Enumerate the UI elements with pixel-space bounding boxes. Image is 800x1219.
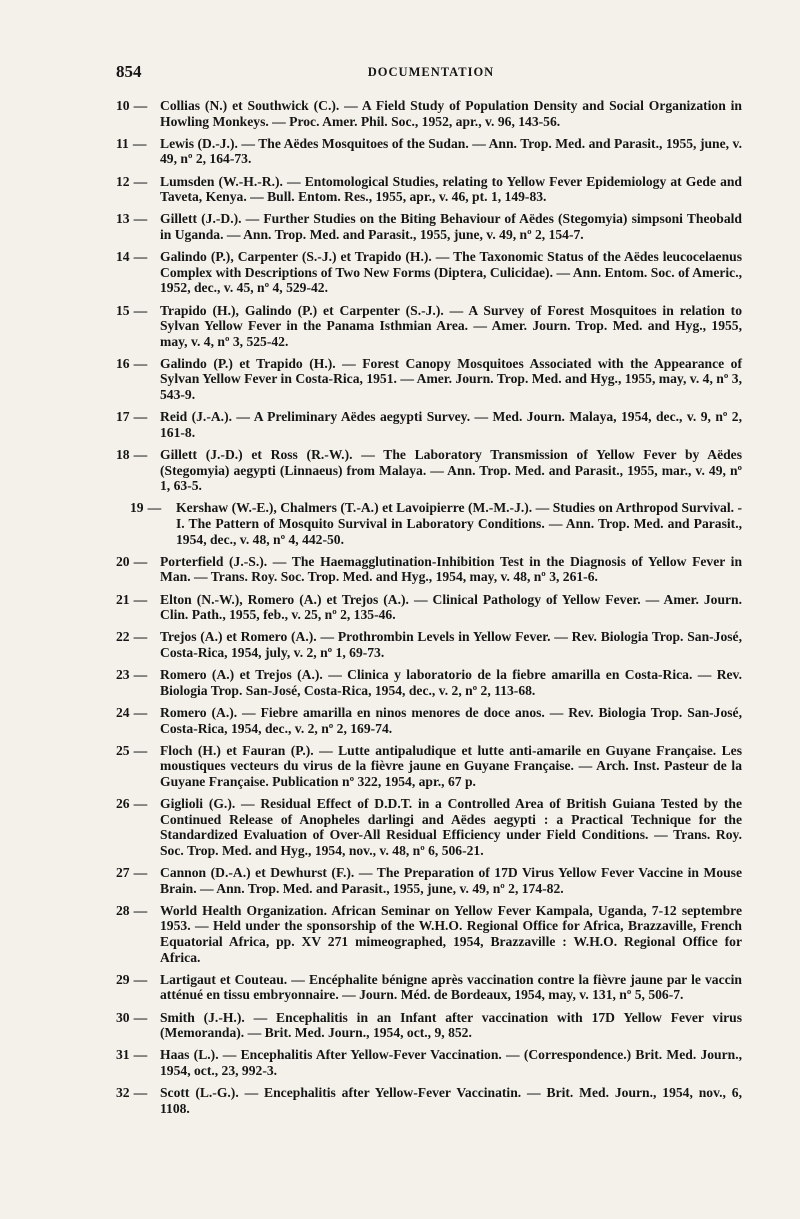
bibliography-entry	[116, 409, 742, 440]
entry-number: 18 —	[116, 447, 148, 463]
entry-number: 21 —	[116, 591, 148, 607]
page-header	[116, 62, 746, 84]
bibliography-entry	[116, 629, 742, 660]
entry-number: 27 —	[116, 865, 148, 881]
entry-text: Porterfield (J.-S.). — The Haemagglutination-Inhibition Test in the Diagnosis of Yellow Fever in Man. — Trans. Roy. Soc. Trop. Med. and Hyg., 1954, may, v. 48, nº 3, 261-6.	[160, 553, 742, 585]
entry-text: Galindo (P.), Carpenter (S.-J.) et Trapido (H.). — The Taxonomic Status of the Aëdes leucocelaenus Complex with Descriptions of Two New Forms (Diptera, Culicidae). — Ann. Entom. Soc. of Americ., 1952, dec., v. 45, nº 4, 529-42.	[160, 249, 742, 296]
entry-number: 23 —	[116, 667, 148, 683]
entry-number: 11 —	[116, 135, 147, 151]
entry-number: 15 —	[116, 302, 148, 318]
bibliography-entry	[116, 865, 742, 896]
entry-text: Lartigaut et Couteau. — Encéphalite bénigne après vaccination contre la fièvre jaune par le vaccin atténué en tissu embryonnaire. — Journ. Méd. de Bordeaux, 1954, may, v. 131, nº 5, 506-7.	[160, 971, 742, 1003]
bibliography-entry	[116, 667, 742, 698]
entry-text: Floch (H.) et Fauran (P.). — Lutte antipaludique et lutte anti-amarile en Guyane Française. Les moustiques vecteurs du virus de la fièvre jaune en Guyane Française. — Arch. Inst. Pasteur de la Guyane Française. Publication nº 322, 1954, apr., 67 p.	[160, 742, 742, 789]
bibliography-entry	[116, 500, 742, 547]
bibliography-entry	[116, 1085, 742, 1116]
entry-number: 20 —	[116, 553, 148, 569]
entry-text: Smith (J.-H.). — Encephalitis in an Infant after vaccination with 17D Yellow Fever virus (Memoranda). — Brit. Med. Journ., 1954, oct., 9, 852.	[160, 1009, 742, 1041]
bibliography-entry	[116, 249, 742, 296]
bibliography-entry	[116, 972, 742, 1003]
entry-text: Romero (A.). — Fiebre amarilla en ninos menores de doce anos. — Rev. Biologia Trop. San-José, Costa-Rica, 1954, dec., v. 2, nº 2, 169-74.	[160, 704, 742, 736]
entry-text: Kershaw (W.-E.), Chalmers (T.-A.) et Lavoipierre (M.-M.-J.). — Studies on Arthropod Survival. - I. The Pattern of Mosquito Survival in Laboratory Conditions. — Ann. Trop. Med. and Parasit., 1954, dec., v. 48, nº 4, 442-50.	[176, 500, 742, 547]
entry-text: Cannon (D.-A.) et Dewhurst (F.). — The Preparation of 17D Virus Yellow Fever Vaccine in Mouse Brain. — Ann. Trop. Med. and Parasit., 1955, june, v. 49, nº 2, 174-82.	[160, 865, 742, 896]
bibliography-entry	[116, 303, 742, 350]
bibliography-list	[116, 98, 742, 1123]
entry-text: Elton (N.-W.), Romero (A.) et Trejos (A.). — Clinical Pathology of Yellow Fever. — Amer. Journ. Clin. Path., 1955, feb., v. 25, nº 2, 135-46.	[160, 591, 742, 623]
entry-number: 14 —	[116, 249, 148, 265]
bibliography-entry	[116, 1047, 742, 1078]
entry-number: 32 —	[116, 1085, 148, 1101]
entry-number: 16 —	[116, 355, 148, 371]
entry-number: 29 —	[116, 971, 148, 987]
bibliography-entry	[116, 554, 742, 585]
bibliography-entry	[116, 98, 742, 129]
entry-text: Scott (L.-G.). — Encephalitis after Yellow-Fever Vaccinatin. — Brit. Med. Journ., 1954, nov., 6, 1108.	[160, 1085, 742, 1116]
entry-number: 30 —	[116, 1009, 148, 1025]
entry-number: 26 —	[116, 796, 148, 812]
entry-text: Galindo (P.) et Trapido (H.). — Forest Canopy Mosquitoes Associated with the Appearance of Sylvan Yellow Fever in Costa-Rica, 1951. — Amer. Journ. Trop. Med. and Hyg., 1955, may, v. 4, nº 3, 543-9.	[160, 355, 742, 403]
entry-text: Lumsden (W.-H.-R.). — Entomological Studies, relating to Yellow Fever Epidemiology at Gede and Taveta, Kenya. — Bull. Entom. Res., 1955, apr., v. 46, pt. 1, 149-83.	[160, 173, 742, 205]
entry-text: Giglioli (G.). — Residual Effect of D.D.T. in a Controlled Area of British Guiana Tested by the Continued Release of Anopheles darlingi and Aëdes aegypti : a Practical Technique for the Standardized Evaluation of Over-All Residual Efficiency under Field Conditions. — Trans. Roy. Soc. Trop. Med. and Hyg., 1954, nov., v. 48, nº 6, 506-21.	[160, 796, 742, 858]
running-title: DOCUMENTATION	[367, 65, 495, 79]
entry-number: 17 —	[116, 409, 148, 425]
bibliography-entry	[116, 796, 742, 858]
entry-number: 12 —	[116, 173, 148, 189]
page-number: 854	[116, 62, 142, 81]
entry-number: 28 —	[116, 902, 148, 918]
entry-number: 25 —	[116, 742, 148, 758]
entry-text: Romero (A.) et Trejos (A.). — Clinica y laboratorio de la fiebre amarilla en Costa-Rica. — Rev. Biologia Trop. San-José, Costa-Rica, 1954, dec., v. 2, nº 2, 113-68.	[160, 667, 742, 698]
entry-number: 24 —	[116, 704, 148, 720]
bibliography-entry	[116, 136, 742, 167]
entry-text: Reid (J.-A.). — A Preliminary Aëdes aegypti Survey. — Med. Journ. Malaya, 1954, dec., v. 9, nº 2, 161-8.	[160, 409, 742, 440]
bibliography-entry	[116, 211, 742, 242]
bibliography-entry	[116, 447, 742, 494]
entry-number: 10 —	[116, 98, 148, 113]
bibliography-entry	[116, 903, 742, 965]
bibliography-entry	[116, 1010, 742, 1041]
entry-text: World Health Organization. African Seminar on Yellow Fever Kampala, Uganda, 7-12 septembre 1953. — Held under the sponsorship of the W.H.O. Regional Office for Africa, Brazzaville, French Equatorial Africa, pp. XV 271 mimeographed, 1954, Brazzaville : W.H.O. Regional Office for Africa.	[160, 902, 742, 965]
entry-text: Trejos (A.) et Romero (A.). — Prothrombin Levels in Yellow Fever. — Rev. Biologia Trop. San-José, Costa-Rica, 1954, july, v. 2, nº 1, 69-73.	[160, 629, 742, 660]
entry-text: Gillett (J.-D.). — Further Studies on the Biting Behaviour of Aëdes (Stegomyia) simpsoni Theobald in Uganda. — Ann. Trop. Med. and Parasit., 1955, june, v. 49, nº 2, 154-7.	[160, 211, 742, 242]
entry-text: Lewis (D.-J.). — The Aëdes Mosquitoes of the Sudan. — Ann. Trop. Med. and Parasit., 1955, june, v. 49, nº 2, 164-73.	[160, 135, 742, 167]
bibliography-entry	[116, 592, 742, 623]
entry-text: Gillett (J.-D.) et Ross (R.-W.). — The Laboratory Transmission of Yellow Fever by Aëdes (Stegomyia) aegypti (Linnaeus) from Malaya. — Ann. Trop. Med. and Parasit., 1955, mar., v. 49, nº 1, 63-5.	[160, 447, 742, 494]
entry-text: Trapido (H.), Galindo (P.) et Carpenter (S.-J.). — A Survey of Forest Mosquitoes in relation to Sylvan Yellow Fever in the Panama Isthmian Area. — Amer. Journ. Trop. Med. and Hyg., 1955, may, v. 4, nº 3, 525-42.	[160, 302, 742, 349]
entry-text: Haas (L.). — Encephalitis After Yellow-Fever Vaccination. — (Correspondence.) Brit. Med. Journ., 1954, oct., 23, 992-3.	[160, 1047, 742, 1078]
entry-number: 13 —	[116, 211, 148, 227]
bibliography-entry	[116, 174, 742, 205]
bibliography-entry	[116, 743, 742, 790]
entry-number: 19 —	[130, 500, 162, 516]
entry-number: 22 —	[116, 629, 148, 645]
entry-text: Collias (N.) et Southwick (C.). — A Field Study of Population Density and Social Organization in Howling Monkeys. — Proc. Amer. Phil. Soc., 1952, apr., v. 96, 143-56.	[160, 98, 742, 129]
bibliography-entry	[116, 356, 742, 403]
entry-number: 31 —	[116, 1047, 148, 1063]
bibliography-entry	[116, 705, 742, 736]
